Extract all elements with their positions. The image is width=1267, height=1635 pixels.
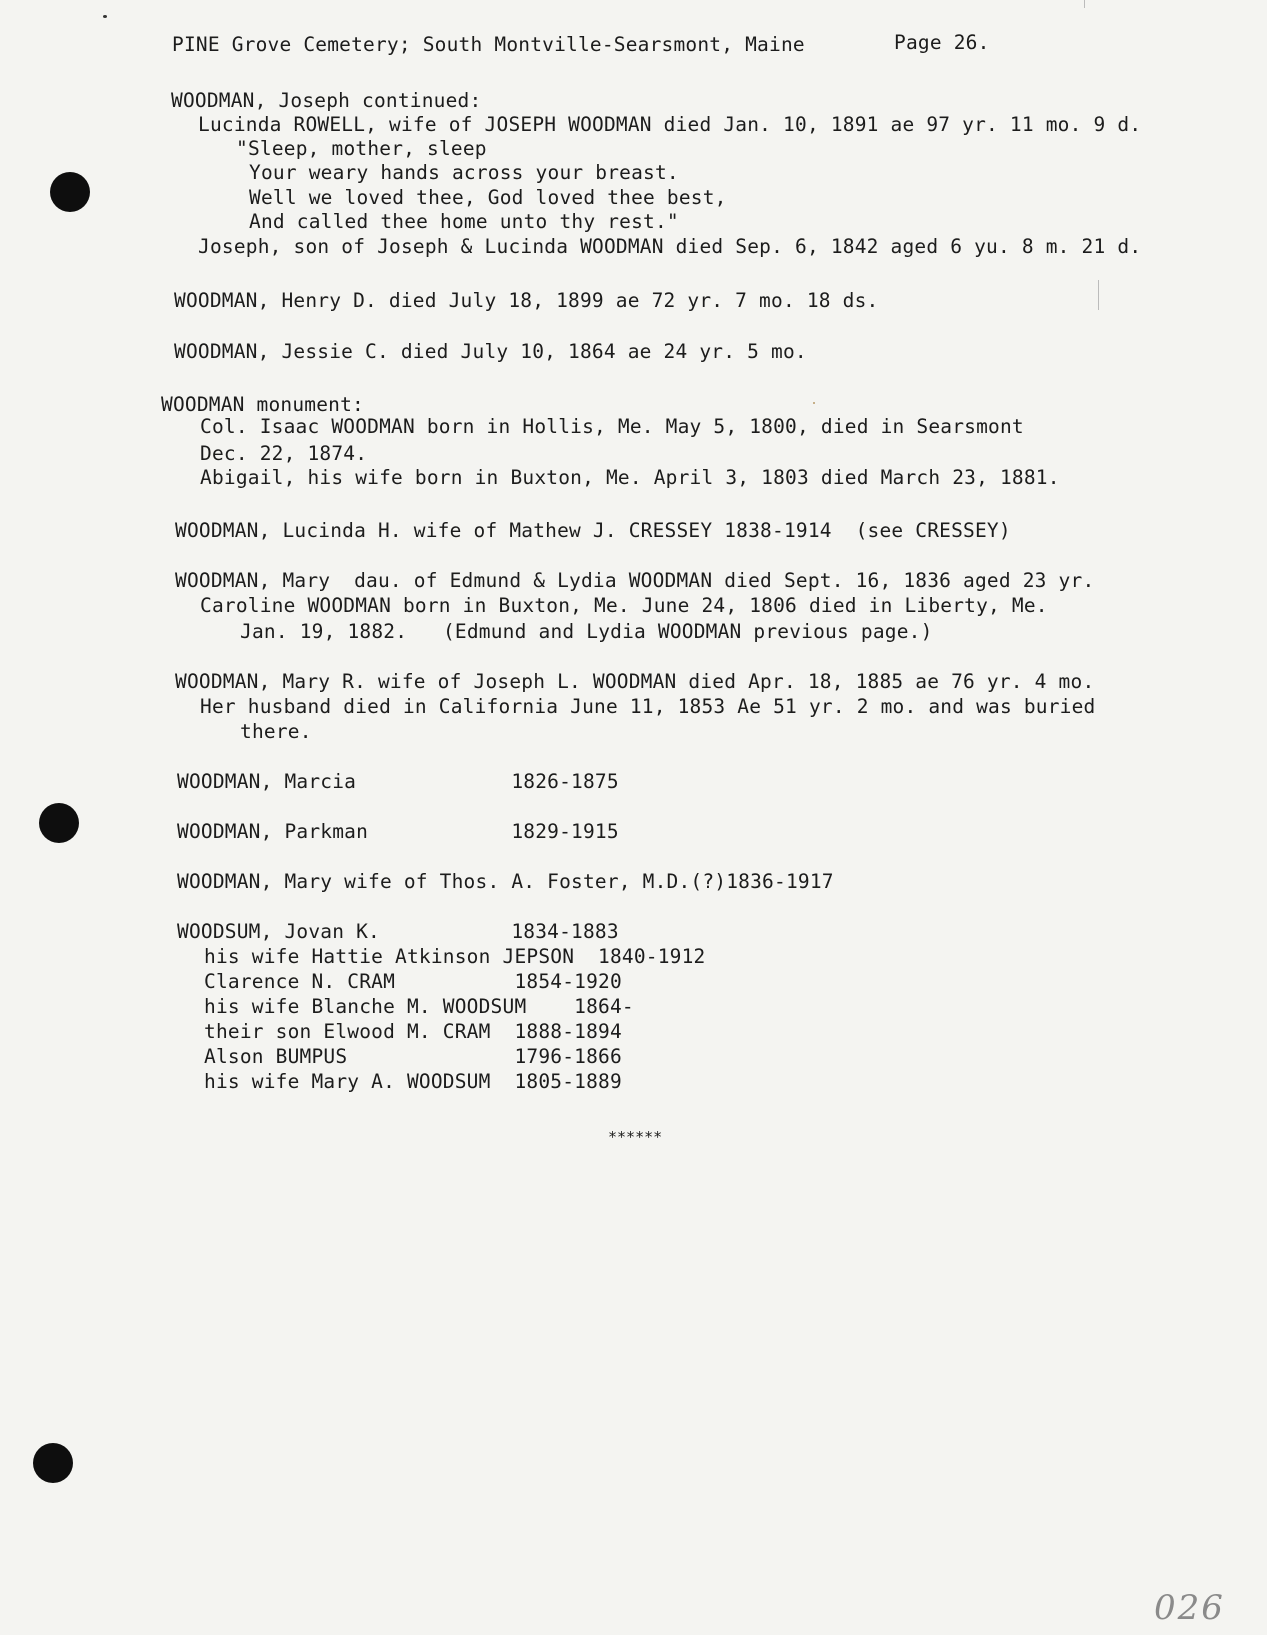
punch-hole [39, 803, 79, 843]
entry-line: WOODMAN monument: [161, 393, 364, 416]
entry-line: WOODMAN, Marcia 1826-1875 [177, 770, 619, 793]
entry-line: WOODMAN, Joseph continued: [171, 89, 482, 112]
page-number-label: Page 26. [894, 31, 990, 54]
epitaph-line: Your weary hands across your breast. [249, 161, 679, 184]
entry-line: Caroline WOODMAN born in Buxton, Me. June 24, 1806 died in Liberty, Me. [200, 594, 1048, 617]
entry-line: Her husband died in California June 11, 1853 Ae 51 yr. 2 mo. and was buried [200, 695, 1096, 718]
entry-line: his wife Mary A. WOODSUM 1805-1889 [204, 1070, 622, 1093]
page-heading: PINE Grove Cemetery; South Montville-Searsmont, Maine [172, 33, 805, 56]
entry-line: WOODMAN, Lucinda H. wife of Mathew J. CRESSEY 1838-1914 (see CRESSEY) [175, 519, 1011, 542]
ink-speck [103, 15, 107, 18]
entry-line: Alson BUMPUS 1796-1866 [204, 1045, 622, 1068]
epitaph-line: Well we loved thee, God loved thee best, [249, 186, 727, 209]
entry-line: Clarence N. CRAM 1854-1920 [204, 970, 622, 993]
entry-line: Col. Isaac WOODMAN born in Hollis, Me. May 5, 1800, died in Searsmont [200, 415, 1024, 438]
entry-line: there. [240, 720, 312, 743]
entry-line: WOODMAN, Henry D. died July 18, 1899 ae 72 yr. 7 mo. 18 ds. [174, 289, 879, 312]
entry-line: his wife Blanche M. WOODSUM 1864- [204, 995, 634, 1018]
epitaph-line: "Sleep, mother, sleep [236, 137, 487, 160]
edge-mark [1098, 280, 1099, 310]
entry-line: WOODMAN, Jessie C. died July 10, 1864 ae 24 yr. 5 mo. [174, 340, 807, 363]
entry-line: Abigail, his wife born in Buxton, Me. April 3, 1803 died March 23, 1881. [200, 466, 1060, 489]
entry-line: WOODMAN, Mary R. wife of Joseph L. WOODMAN died Apr. 18, 1885 ae 76 yr. 4 mo. [175, 670, 1095, 693]
edge-mark [1084, 0, 1085, 8]
entry-line: Jan. 19, 1882. (Edmund and Lydia WOODMAN previous page.) [240, 620, 933, 643]
entry-line: WOODMAN, Mary wife of Thos. A. Foster, M.D.(?)1836-1917 [177, 870, 834, 893]
ink-speck [813, 402, 815, 404]
epitaph-line: And called thee home unto thy rest." [249, 210, 679, 233]
entry-line: his wife Hattie Atkinson JEPSON 1840-1912 [204, 945, 706, 968]
entry-line: Lucinda ROWELL, wife of JOSEPH WOODMAN died Jan. 10, 1891 ae 97 yr. 11 mo. 9 d. [198, 113, 1142, 136]
end-separator: ****** [608, 1128, 663, 1146]
punch-hole [33, 1443, 73, 1483]
entry-line: Joseph, son of Joseph & Lucinda WOODMAN died Sep. 6, 1842 aged 6 yu. 8 m. 21 d. [198, 235, 1142, 258]
handwritten-page-number: 026 [1154, 1588, 1225, 1628]
punch-hole [50, 172, 90, 212]
entry-line: their son Elwood M. CRAM 1888-1894 [204, 1020, 622, 1043]
entry-line: WOODSUM, Jovan K. 1834-1883 [177, 920, 619, 943]
entry-line: WOODMAN, Mary dau. of Edmund & Lydia WOODMAN died Sept. 16, 1836 aged 23 yr. [175, 569, 1095, 592]
entry-line: Dec. 22, 1874. [200, 442, 368, 465]
entry-line: WOODMAN, Parkman 1829-1915 [177, 820, 619, 843]
